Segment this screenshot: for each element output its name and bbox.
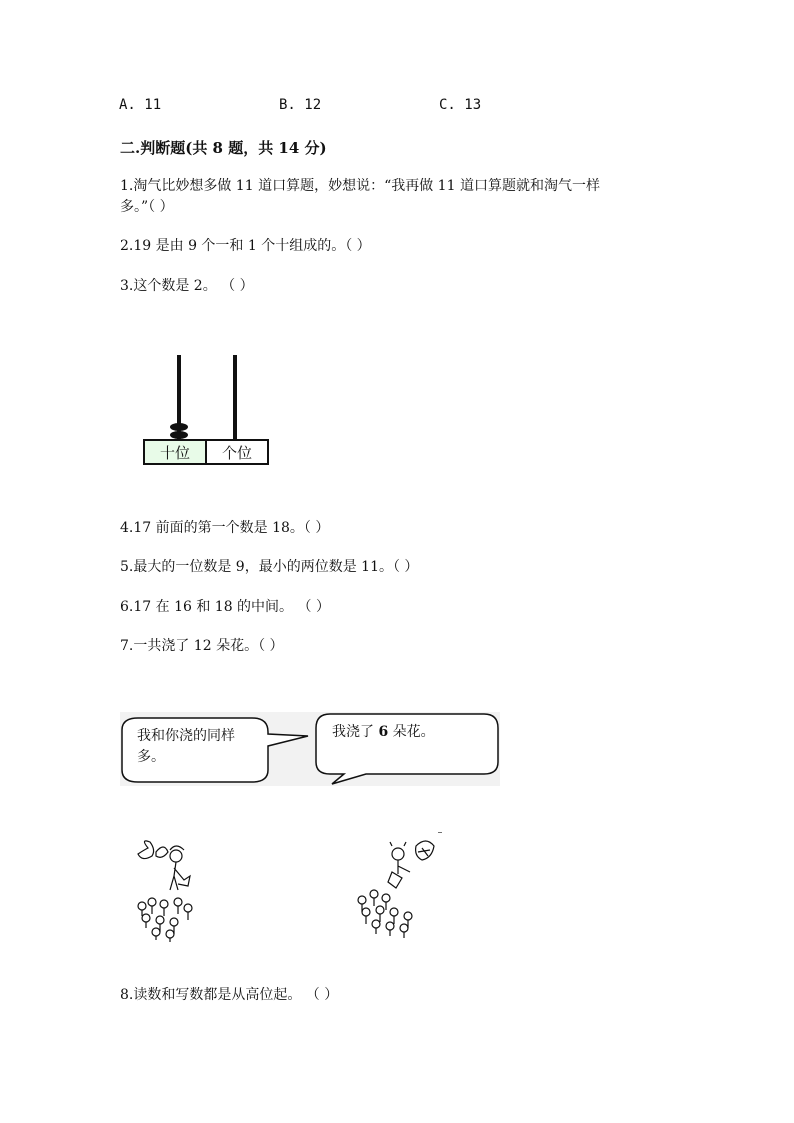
- option-b: B. 12: [279, 97, 322, 113]
- tens-bead: [170, 431, 188, 439]
- right-bubble-pre: 我浇了: [332, 724, 379, 740]
- question-4: 4.17 前面的第一个数是 18。（ ）: [120, 520, 330, 536]
- question-5: 5.最大的一位数是 9，最小的两位数是 11。（ ）: [120, 559, 419, 575]
- question-2: 2.19 是由 9 个一和 1 个十组成的。（ ）: [120, 238, 371, 254]
- left-bubble-line1: 我和你浇的同样: [137, 728, 235, 744]
- boy-head-icon: [392, 848, 404, 860]
- question-7: 7.一共浇了 12 朵花。（ ）: [120, 638, 284, 654]
- speech-bubbles-panel: [120, 712, 500, 786]
- right-bubble-post: 朵花。: [388, 724, 435, 740]
- ones-place-label: 个位: [221, 443, 252, 462]
- question-1-line1: 1.淘气比妙想多做 11 道口算题，妙想说：“我再做 11 道口算题就和淘气一样: [120, 178, 600, 194]
- question-3: 3.这个数是 2。 （ ）: [120, 278, 254, 294]
- section-title: 二.判断题(共 8 题，共 14 分): [120, 139, 327, 157]
- abacus-figure: [140, 350, 272, 470]
- tens-place-label: 十位: [145, 441, 207, 463]
- girl-head-icon: [170, 850, 182, 862]
- butterfly-wing-icon: [138, 841, 154, 859]
- right-bubble-text: [332, 722, 435, 742]
- watering-flowers-illustration-right: [352, 832, 444, 938]
- left-bubble-line2: 多。: [137, 749, 165, 765]
- question-1-line2: 多。”（ ）: [120, 199, 174, 215]
- tens-bead: [170, 423, 188, 431]
- place-value-box: [143, 439, 269, 465]
- flower-cluster-icon: [138, 898, 192, 942]
- option-a: A. 11: [119, 97, 162, 113]
- ones-rod: [233, 355, 237, 441]
- question-6: 6.17 在 16 和 18 的中间。 （ ）: [120, 599, 330, 615]
- watering-flowers-illustration-left: [130, 836, 200, 942]
- flower-cluster-icon: [358, 890, 412, 938]
- option-c: C. 13: [439, 97, 482, 113]
- question-8: 8.读数和写数都是从高位起。 （ ）: [120, 987, 339, 1003]
- right-bubble-number: 6: [378, 724, 389, 740]
